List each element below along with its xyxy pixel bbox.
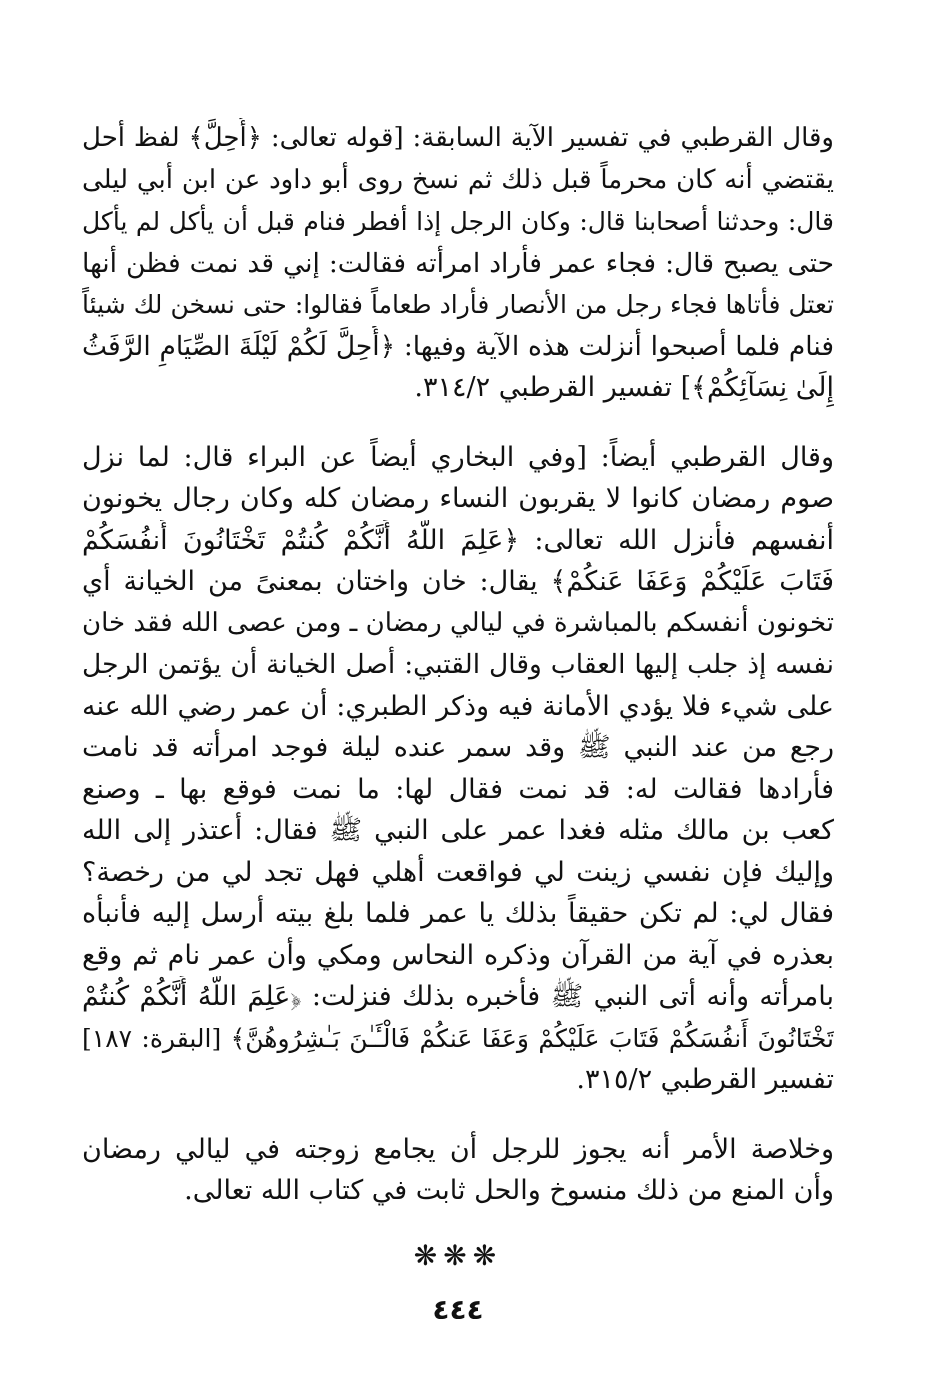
text-line: كعب بن مالك مثله فغدا عمر على النبي ﷺ فقال: أعتذر إلى الله (82, 815, 834, 846)
text-line: رجع من عند النبي ﷺ وقد سمر عنده ليلة فوجد امرأته قد نامت (82, 732, 834, 763)
text-line: على شيء فلا يؤدي الأمانة فيه وذكر الطبري: أن عمر رضي الله عنه (82, 690, 834, 722)
text-line: تفسير القرطبي ٣١٥/٢. (576, 1064, 834, 1095)
text-line: قال: وحدثنا أصحابنا قال: وكان الرجل إذا أفطر فنام قبل أن يأكل لم يأكل (82, 207, 834, 236)
text-line: فقال لي: لم تكن حقيقاً بذلك يا عمر فلما بلغ بيته أرسل إليه فأنبأه (82, 898, 834, 929)
paragraph-gap (82, 1101, 834, 1129)
text-line: وقال القرطبي أيضاً: [وفي البخاري أيضاً عن البراء قال: لما نزل (82, 441, 834, 473)
text-line: إِلَىٰ نِسَآئِكُمْ﴾] تفسير القرطبي ٣١٤/٢. (414, 372, 834, 403)
text-line: فنام فلما أصبحوا أنزلت هذه الآية وفيها: ﴿أُحِلَّ لَكُمْ لَيْلَةَ الصِّيَامِ الرَّفَثُ (82, 330, 834, 362)
page-number: ٤٤٤ (432, 1293, 484, 1326)
text-line: وإليك فإن نفسي زينت لي فواقعت أهلي فهل تجد لي من رخصة؟ (82, 856, 834, 888)
text-line: يقتضي أنه كان محرماً قبل ذلك ثم نسخ روى أبو داود عن ابن أبي ليلى (82, 164, 834, 195)
text-line: فَتَابَ عَلَيْكُمْ وَعَفَا عَنكُمْ﴾ يقال: خان واختان بمعنىً من الخيانة أي (82, 566, 834, 597)
paragraph-qurtubi-ahilla (82, 118, 834, 409)
section-separator: ❋❋❋ (413, 1239, 503, 1272)
text-line: حتى يصبح قال: فجاء عمر فأراد امرأته فقالت: إني قد نمت فظن أنها (82, 247, 834, 279)
paragraph-conclusion (82, 1129, 834, 1212)
text-line: أنفسهم فأنزل الله تعالى: ﴿عَلِمَ اللَّهُ أَنَّكُمْ كُنتُمْ تَخْتَانُونَ أَنفُسَكُمْ (82, 524, 834, 556)
text-line: نفسه إذ جلب إليها العقاب وقال القتبي: أصل الخيانة أن يؤتمن الرجل (82, 649, 834, 680)
page-body (82, 118, 834, 1358)
text-line: فأرادها فقالت له: قد نمت فقال لها: ما نمت فوقع بها ـ وصنع (82, 773, 834, 805)
text-line: تَخْتَانُونَ أَنفُسَكُمْ فَتَابَ عَلَيْكُمْ وَعَفَا عَنكُمْ فَالْـَٔـٰنَ بَـٰشِرُوهُنَّ﴾ [البقرة: ١٨٧] (82, 1023, 834, 1053)
text-line: بعذره في آية من القرآن وذكره النحاس ومكي وأن عمر نام ثم وقع (82, 939, 834, 971)
text-line: تعتل فأتاها فجاء رجل من الأنصار فأراد طعاماً فقالوا: حتى نسخن لك شيئاً (82, 290, 834, 319)
paragraph-qurtubi-bukhari (82, 437, 834, 1101)
text-line: وخلاصة الأمر أنه يجوز للرجل أن يجامع زوجته في ليالي رمضان (82, 1133, 834, 1165)
text-line: بامرأته وأنه أتى النبي ﷺ فأخبره بذلك فنزلت: ﴿عَلِمَ اللَّهُ أَنَّكُمْ كُنتُمْ (82, 981, 834, 1012)
text-line: وأن المنع من ذلك منسوخ والحل ثابت في كتاب الله تعالى. (184, 1175, 834, 1206)
paragraph-gap (82, 409, 834, 437)
text-line: صوم رمضان كانوا لا يقربون النساء رمضان كله وكان رجال يخونون (82, 483, 834, 514)
text-line: وقال القرطبي في تفسير الآية السابقة: [قوله تعالى: ﴿أُحِلَّ﴾ لفظ أحل (82, 123, 834, 153)
text-line: تخونون أنفسكم بالمباشرة في ليالي رمضان ـ ومن عصى الله فقد خان (82, 607, 834, 638)
